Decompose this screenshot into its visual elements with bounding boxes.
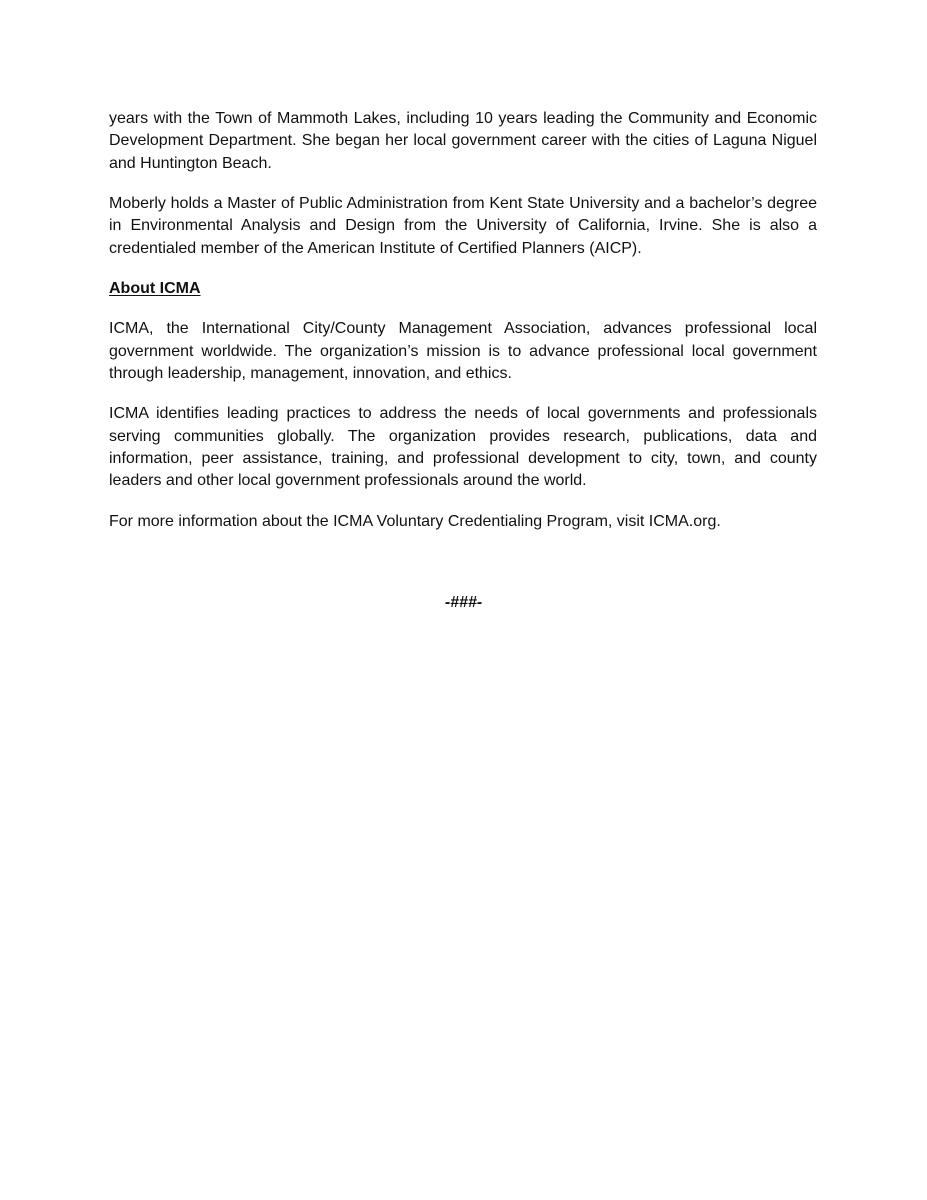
paragraph-more-information: For more information about the ICMA Voluntary Credentialing Program, visit ICMA.org. <box>109 512 721 530</box>
paragraph-career-history: years with the Town of Mammoth Lakes, including 10 years leading the Community and Economic Development Department. She began her local government career with the cities of Laguna Niguel and Huntington Beach. <box>109 110 817 172</box>
document-body <box>109 108 817 551</box>
paragraph-education: Moberly holds a Master of Public Administration from Kent State University and a bachelor’s degree in Environmental Analysis and Design from the University of California, Irvine. She is also a credentialed member of the American Institute of Certified Planners (AICP). <box>109 195 817 257</box>
end-of-release-mark: -###- <box>444 594 483 611</box>
paragraph-icma-description: ICMA, the International City/County Management Association, advances professional local government worldwide. The organization’s mission is to advance professional local government through leadership, management, innovation, and ethics. <box>109 320 817 383</box>
paragraph-icma-practices: ICMA identifies leading practices to address the needs of local governments and professionals serving communities globally. The organization provides research, publications, data and information, peer assistance, training, and professional development to city, town, and county leaders and other local government professionals around the world. <box>109 405 817 490</box>
section-heading-about-icma: About ICMA <box>109 280 201 298</box>
